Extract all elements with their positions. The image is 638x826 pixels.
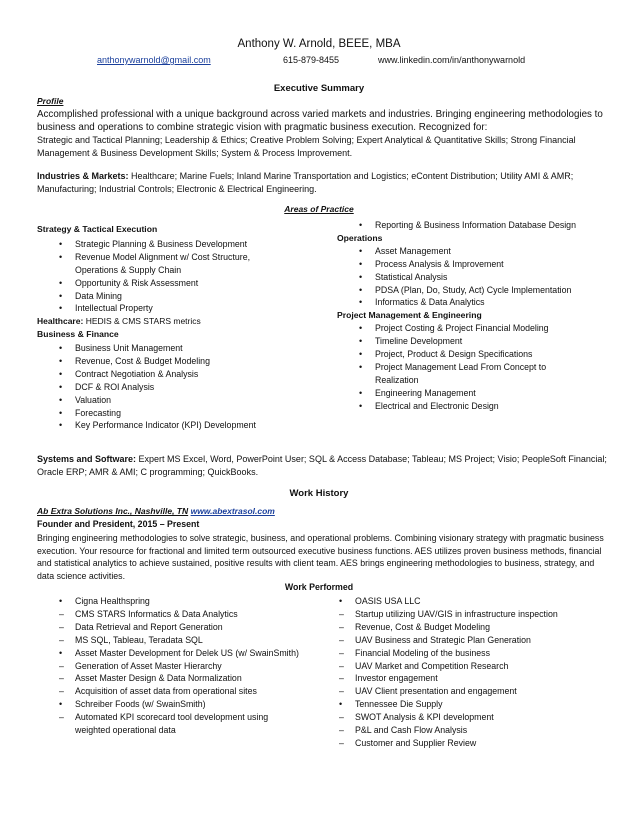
list-item: • Valuation	[37, 394, 337, 407]
operations-label: Operations	[337, 232, 383, 243]
work-right-column	[317, 595, 617, 750]
list-item: • Key Performance Indicator (KPI) Development	[37, 419, 337, 432]
finance-list	[37, 342, 337, 432]
list-item: • Forecasting	[37, 407, 337, 420]
list-item: • Asset Management	[337, 245, 607, 258]
list-item: • Informatics & Data Analytics	[337, 296, 607, 309]
healthcare-value: HEDIS & CMS STARS metrics	[85, 316, 201, 327]
task-item: – MS SQL, Tableau, Teradata SQL	[37, 634, 337, 647]
task-item: – Financial Modeling of the business	[317, 647, 617, 660]
systems-label: Systems and Software:	[37, 454, 137, 464]
list-item: • Engineering Management	[337, 387, 607, 400]
task-list	[317, 711, 617, 750]
work-performed-title: Work Performed	[284, 582, 354, 592]
task-item: – Startup utilizing UAV/GIS in infrastructure inspection	[317, 608, 617, 621]
systems-text: Expert MS Excel, Word, PowerPoint User; SQL & Access Database; Tableau; MS Project; Visio; PeopleSoft Financial; Oracle ERP; AMR & AMI; C programming; QuickBooks.	[37, 454, 607, 477]
task-list	[37, 711, 337, 737]
list-item: • Project Management Lead From Concept to Realization	[337, 361, 570, 387]
systems-paragraph	[37, 453, 607, 478]
list-item: • Intellectual Property	[37, 302, 337, 315]
company-website-link[interactable]: www.abextrasol.com	[190, 506, 275, 516]
task-item: – Asset Master Design & Data Normalization	[37, 672, 337, 685]
task-list	[317, 608, 617, 698]
recognized-for-text: Strategic and Tactical Planning; Leadership & Ethics; Creative Problem Solving; Expert Analytical & Quantitative Skills; Strong Financial Management & Business Development Skills; System & Process Improvement.	[37, 135, 576, 158]
client-list	[37, 595, 337, 608]
practice-left-column	[37, 223, 337, 432]
task-item: – UAV Business and Strategic Plan Generation	[317, 634, 617, 647]
role-title: Founder and President, 2015 – Present	[37, 519, 200, 529]
list-item: • Process Analysis & Improvement	[337, 258, 607, 271]
profile-label: Profile	[37, 96, 64, 106]
project-management-list	[337, 322, 607, 412]
list-item: • Revenue Model Alignment w/ Cost Structure, Operations & Supply Chain	[37, 251, 285, 277]
company-description: Bringing engineering methodologies to solve strategic, business, and operational problems. Combining visionary strategy with pragmatic business execution. Your resource for fractional and limited term outsourced executive business functions. AES utilizes proven business methods, financial and statistical analytics to achieve sustained, positive results with client team. AES brings engineering methodologies to business, strategy, and data science activities.	[37, 533, 604, 581]
list-item: • Reporting & Business Information Database Design	[337, 219, 607, 232]
list-item: • PDSA (Plan, Do, Study, Act) Cycle Implementation	[337, 284, 607, 297]
project-management-label: Project Management & Engineering	[337, 310, 482, 321]
task-item: – Acquisition of asset data from operational sites	[37, 685, 337, 698]
client-list	[37, 647, 337, 660]
email-link[interactable]: anthonywarnold@gmail.com	[97, 55, 211, 65]
client-item: • Tennessee Die Supply	[317, 698, 617, 711]
client-item: • Cigna Healthspring	[37, 595, 337, 608]
client-item: • Schreiber Foods (w/ SwainSmith)	[37, 698, 337, 711]
phone-number: 615-879-8455	[283, 55, 340, 65]
candidate-name: Anthony W. Arnold, BEEE, MBA	[237, 38, 401, 50]
task-item: – CMS STARS Informatics & Data Analytics	[37, 608, 337, 621]
reporting-list	[337, 219, 607, 232]
list-item: • Project Costing & Project Financial Modeling	[337, 322, 607, 335]
task-item: – UAV Market and Competition Research	[317, 660, 617, 673]
list-item: • Timeline Development	[337, 335, 607, 348]
list-item: • DCF & ROI Analysis	[37, 381, 337, 394]
profile-text: Accomplished professional with a unique background across varied markets and industries. Bringing engineering methodologies to business and operations to combine strategic vision with pragmatic business execution. Recognized for:	[37, 109, 603, 133]
areas-of-practice-title: Areas of Practice	[284, 204, 354, 214]
list-item: • Data Mining	[37, 290, 337, 303]
industries-label: Industries & Markets:	[37, 171, 129, 181]
industries-paragraph	[37, 170, 607, 195]
strategy-list	[37, 238, 337, 315]
client-item: • OASIS USA LLC	[317, 595, 617, 608]
task-item: – P&L and Cash Flow Analysis	[317, 724, 617, 737]
executive-summary-title: Executive Summary	[273, 83, 365, 94]
task-list	[37, 608, 337, 647]
list-item: • Contract Negotiation & Analysis	[37, 368, 337, 381]
task-item: – UAV Client presentation and engagement	[317, 685, 617, 698]
healthcare-line	[37, 315, 337, 328]
list-item: • Electrical and Electronic Design	[337, 400, 607, 413]
work-left-column	[37, 595, 337, 737]
work-history-title: Work History	[289, 488, 349, 499]
list-item: • Opportunity & Risk Assessment	[37, 277, 337, 290]
strategy-label: Strategy & Tactical Execution	[37, 224, 158, 234]
task-list	[37, 660, 337, 699]
linkedin-url: www.linkedin.com/in/anthonywarnold	[378, 55, 526, 65]
client-list	[317, 595, 617, 608]
client-list	[317, 698, 617, 711]
list-item: • Project, Product & Design Specifications	[337, 348, 607, 361]
list-item: • Revenue, Cost & Budget Modeling	[37, 355, 337, 368]
list-item: • Strategic Planning & Business Development	[37, 238, 337, 251]
company-name: Ab Extra Solutions Inc., Nashville, TN	[37, 506, 189, 516]
operations-list	[337, 245, 607, 310]
client-list	[37, 698, 337, 711]
task-item: – Customer and Supplier Review	[317, 737, 617, 750]
task-item: – SWOT Analysis & KPI development	[317, 711, 617, 724]
company-line	[37, 506, 275, 516]
industries-text: Healthcare; Marine Fuels; Inland Marine Transportation and Logistics; eContent Distribution; Utility AMI & AMR; Manufacturing; Industrial Controls; Electronic & Electrical Engineering.	[37, 171, 574, 194]
client-item: • Asset Master Development for Delek US (w/ SwainSmith)	[37, 647, 337, 660]
list-item: • Business Unit Management	[37, 342, 337, 355]
finance-label: Business & Finance	[37, 329, 119, 340]
task-item: – Data Retrieval and Report Generation	[37, 621, 337, 634]
task-item: – Automated KPI scorecard tool development using weighted operational data	[37, 711, 295, 737]
task-item: – Investor engagement	[317, 672, 617, 685]
task-item: – Revenue, Cost & Budget Modeling	[317, 621, 617, 634]
practice-right-column	[337, 219, 607, 413]
list-item: • Statistical Analysis	[337, 271, 607, 284]
healthcare-label: Healthcare:	[37, 316, 84, 327]
task-item: – Generation of Asset Master Hierarchy	[37, 660, 337, 673]
